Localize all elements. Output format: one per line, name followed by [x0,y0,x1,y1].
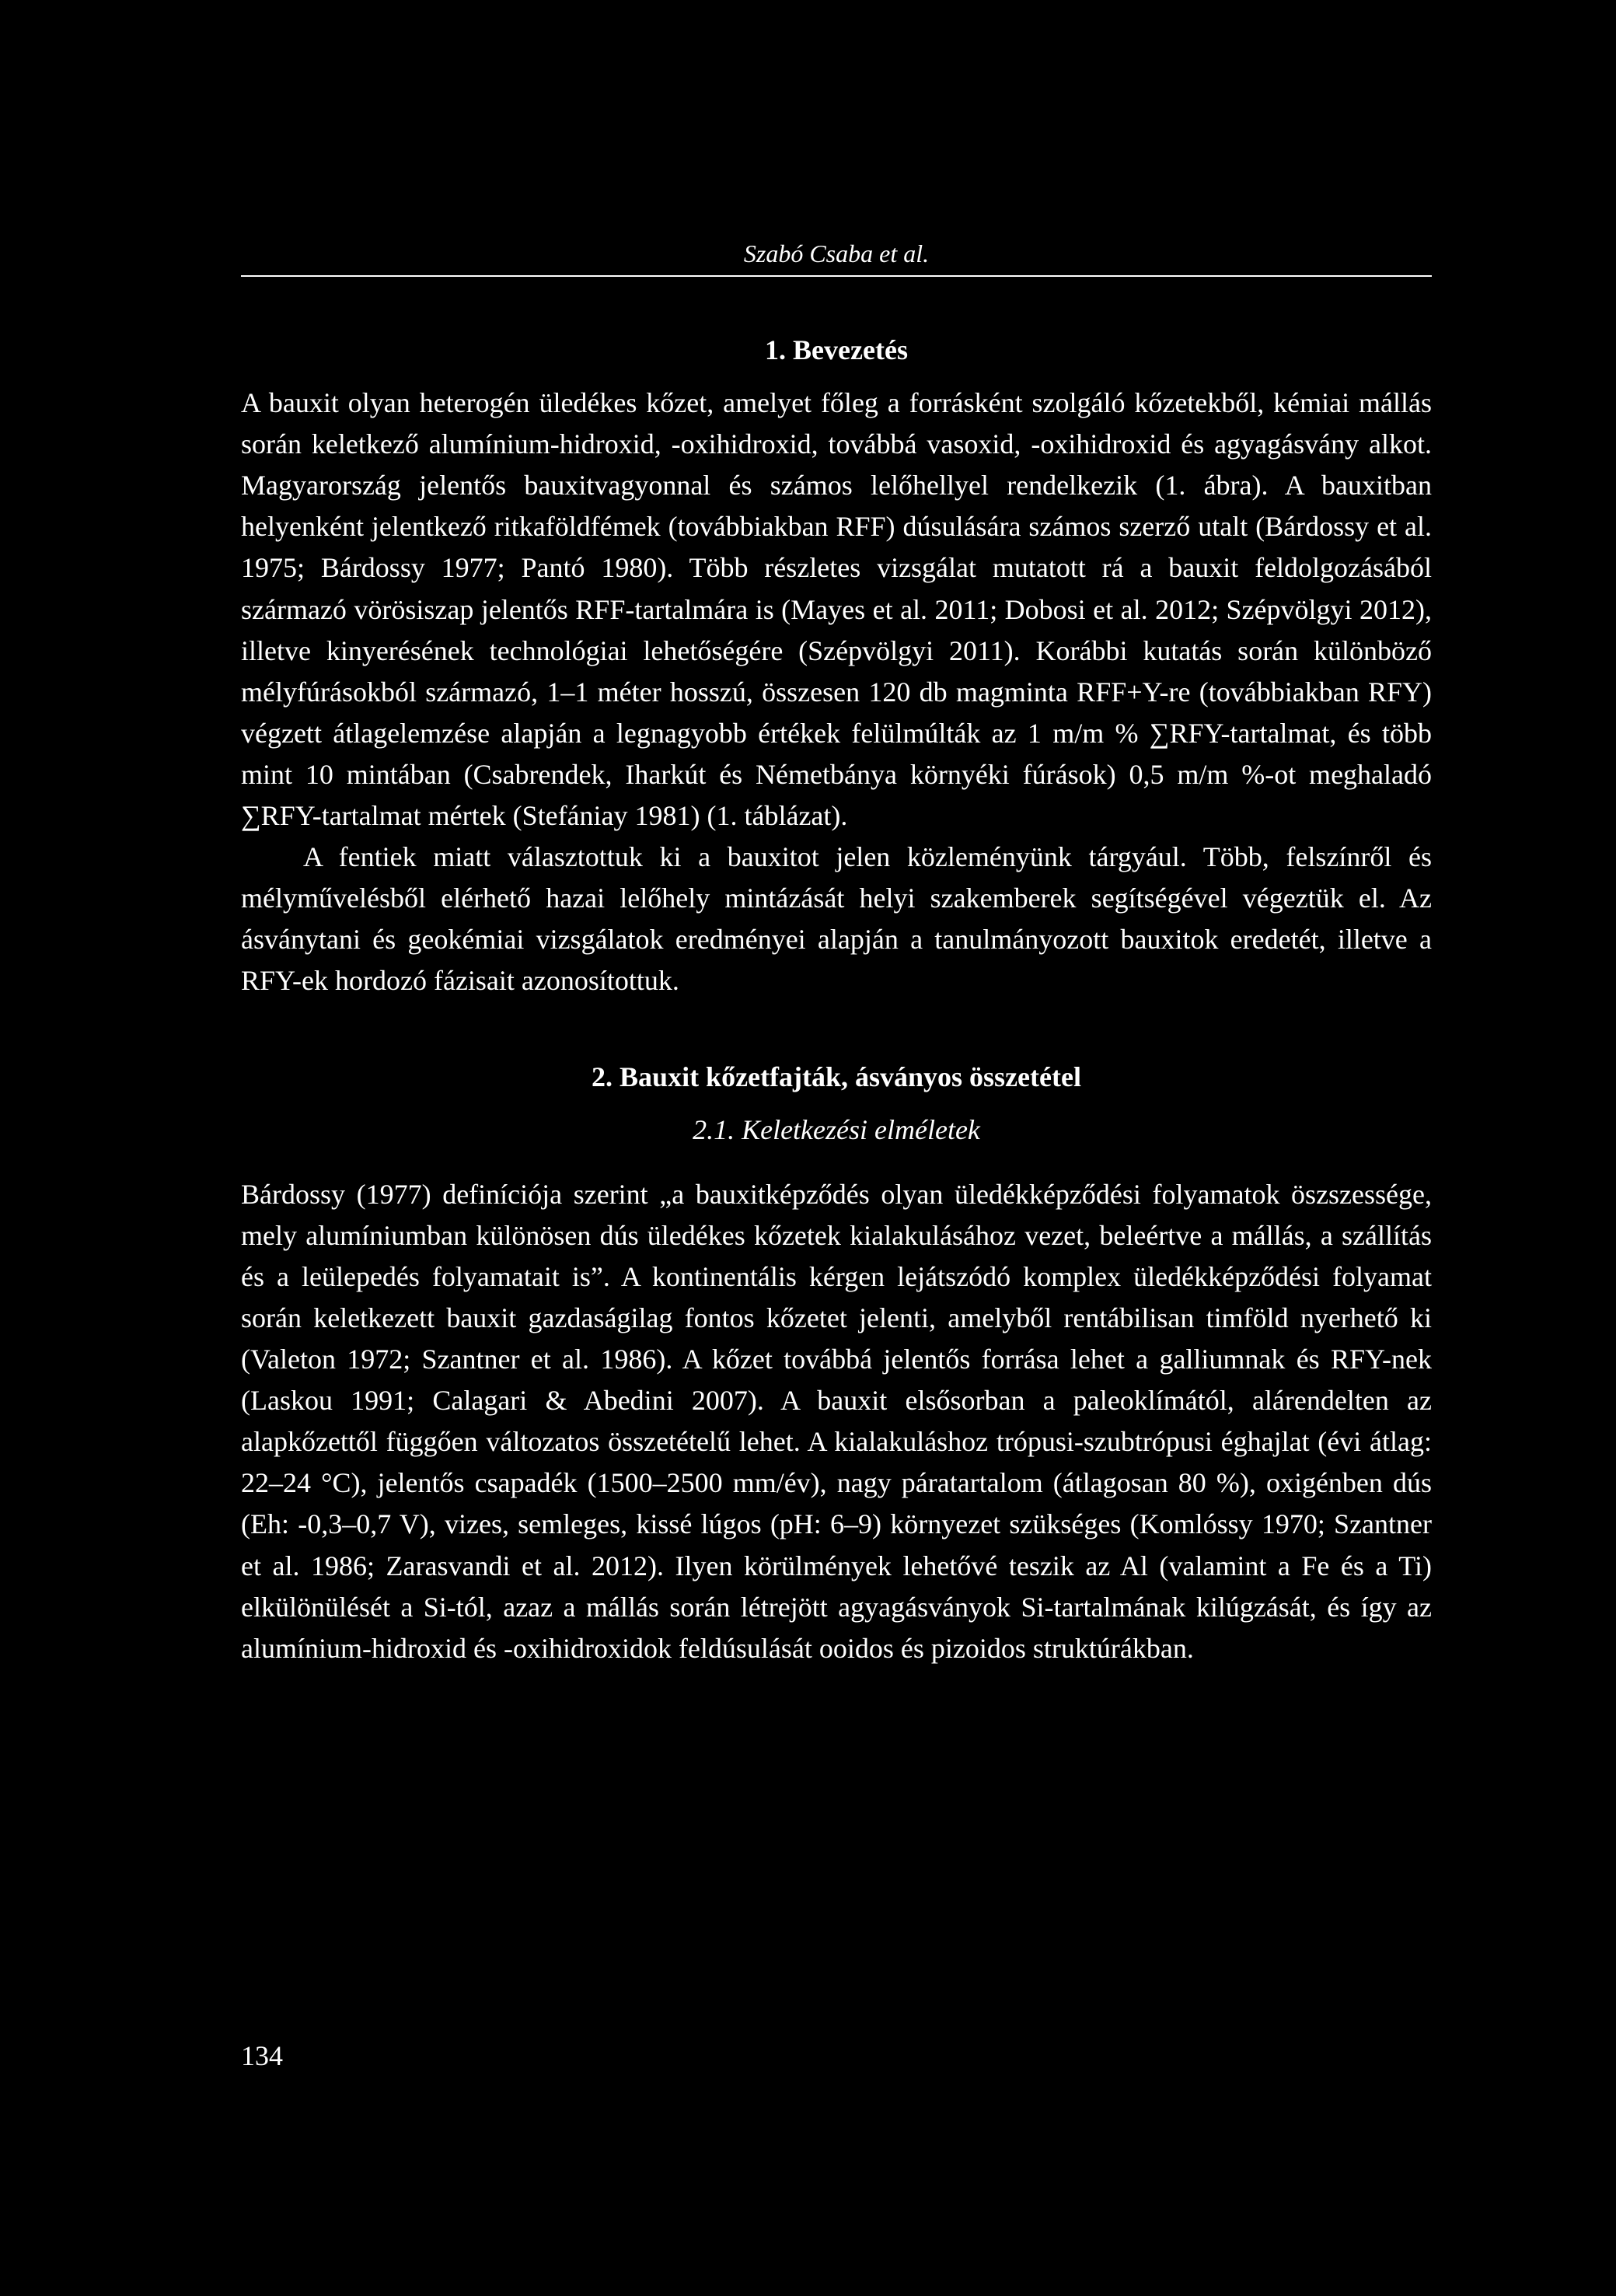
header-rule [241,275,1432,277]
section-heading-introduction: 1. Bevezetés [765,334,908,365]
running-head: Szabó Csaba et al. [743,239,930,267]
page-number: 134 [241,2040,283,2071]
intro-paragraph-1: A bauxit olyan heterogén üledékes kőzet, amelyet főleg a forrásként szolgáló kőzetekből, kémiai mállás során keletkező alumínium-hidroxid, -oxihidroxid, továbbá vasoxid, -oxihidroxid és agyagásvány alkot. Magyarország jelentős bauxitvagyonnal és számos lelőhellyel rendelkezik (1. ábra). A bauxitban helyenként jelentkező ritkaföldfémek (továbbiakban RFF) dúsulására számos szerző utalt (Bárdossy et al. 1975; Bárdossy 1977; Pantó 1980). Több részletes vizsgálat mutatott rá a bauxit feldolgozásából származó vörösiszap jelentős RFF-tartalmára is (Mayes et al. 2011; Dobosi et al. 2012; Szépvölgyi 2012), illetve kinyerésének technológiai lehetőségére (Szépvölgyi 2011). Korábbi kutatás során különböző mélyfúrásokból származó, 1–1 méter hosszú, összesen 120 db magminta RFF+Y-re (továbbiakban RFY) végzett átlagelemzése alapján a legnagyobb értékek felülmúlták az 1 m/m % ∑RFY-tartalmat, és több mint 10 mintában (Csabrendek, Iharkút és Németbánya környéki fúrások) 0,5 m/m %-ot meghaladó ∑RFY-tartalmat mértek (Stefániay 1981) (1. táblázat). [241,387,1432,832]
subsection-heading-formation-theories: 2.1. Keletkezési elméletek [693,1113,980,1145]
article-body [241,330,1432,1669]
page-header [241,233,1432,277]
section-heading-bauxite-types: 2. Bauxit kőzetfajták, ásványos összetétel [592,1061,1081,1092]
formation-paragraph-1: Bárdossy (1977) definíciója szerint „a bauxitképződés olyan üledékképződési folyamatok öszszessége, mely alumíniumban különösen dús üledékes kőzetek kialakulásához vezet, beleértve a mállás, a szállítás és a leülepedés folyamatait is”. A kontinentális kérgen lejátszódó komplex üledékképződési folyamat során keletkezett bauxit gazdaságilag fontos kőzetet jelenti, amelyből rentábilisan timföld nyerhető ki (Valeton 1972; Szantner et al. 1986). A kőzet továbbá jelentős forrása lehet a galliumnak és RFY-nek (Laskou 1991; Calagari & Abedini 2007). A bauxit elsősorban a paleoklímától, alárendelten az alapkőzettől függően változatos összetételű lehet. A kialakuláshoz trópusi-szubtrópusi éghajlat (évi átlag: 22–24 °C), jelentős csapadék (1500–2500 mm/év), nagy páratartalom (átlagosan 80 %), oxigénben dús (Eh: -0,3–0,7 V), vizes, semleges, kissé lúgos (pH: 6–9) környezet szükséges (Komlóssy 1970; Szantner et al. 1986; Zarasvandi et al. 2012). Ilyen körülmények lehetővé teszik az Al (valamint a Fe és a Ti) elkülönülését a Si-tól, azaz a mállás során létrejött agyagásványok Si-tartalmának kilúgzását, és így az alumínium-hidroxid és -oxihidroxidok feldúsulását ooidos és pizoidos struktúrákban. [241,1178,1432,1664]
intro-paragraph-2: A fentiek miatt választottuk ki a bauxitot jelen közleményünk tárgyául. Több, felszínről és mélyművelésből elérhető hazai lelőhely mintázását helyi szakemberek segítségével végeztük el. Az ásványtani és geokémiai vizsgálatok eredményei alapján a tanulmányozott bauxitok eredetét, illetve a RFY-ek hordozó fázisait azonosítottuk. [241,841,1432,997]
